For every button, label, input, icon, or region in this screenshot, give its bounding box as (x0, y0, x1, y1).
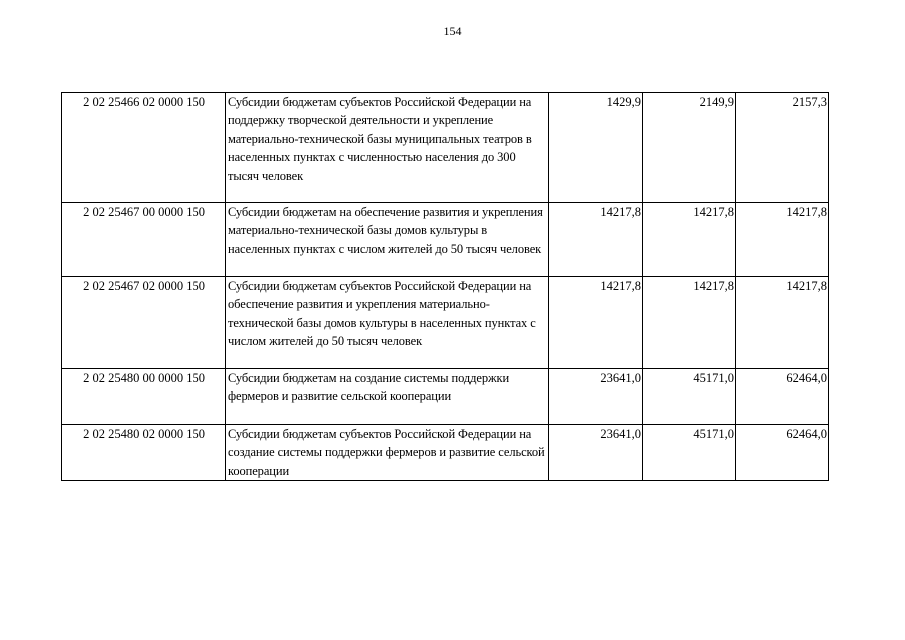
value-cell-year-2: 14217,8 (643, 277, 736, 369)
budget-name-cell: Субсидии бюджетам субъектов Российской Федерации на поддержку творческой деятельности и укрепление материально-технической базы муниципальных театров в населенных пунктах с численностью населения до 300 тысяч человек (226, 93, 549, 203)
value-cell-year-1: 23641,0 (549, 425, 643, 481)
budget-code-cell: 2 02 25480 00 0000 150 (62, 369, 226, 425)
budget-name-cell: Субсидии бюджетам субъектов Российской Федерации на создание системы поддержки фермеров и развитие сельской кооперации (226, 425, 549, 481)
value-cell-year-2: 2149,9 (643, 93, 736, 203)
value-cell-year-3: 62464,0 (736, 425, 829, 481)
value-cell-year-3: 14217,8 (736, 277, 829, 369)
value-cell-year-2: 45171,0 (643, 369, 736, 425)
table-row (62, 425, 829, 481)
budget-table (61, 92, 829, 481)
table-row (62, 203, 829, 277)
value-cell-year-3: 2157,3 (736, 93, 829, 203)
value-cell-year-1: 14217,8 (549, 277, 643, 369)
page-number: 154 (443, 24, 462, 38)
value-cell-year-1: 1429,9 (549, 93, 643, 203)
table-row (62, 93, 829, 203)
budget-code-cell: 2 02 25467 00 0000 150 (62, 203, 226, 277)
budget-code-cell: 2 02 25467 02 0000 150 (62, 277, 226, 369)
value-cell-year-2: 45171,0 (643, 425, 736, 481)
budget-name-cell: Субсидии бюджетам на создание системы поддержки фермеров и развитие сельской кооперации (226, 369, 549, 425)
budget-name-cell: Субсидии бюджетам на обеспечение развития и укрепления материально-технической базы домов культуры в населенных пунктах с числом жителей до 50 тысяч человек (226, 203, 549, 277)
budget-code-cell: 2 02 25466 02 0000 150 (62, 93, 226, 203)
table-row (62, 369, 829, 425)
table-row (62, 277, 829, 369)
budget-code-cell: 2 02 25480 02 0000 150 (62, 425, 226, 481)
value-cell-year-3: 14217,8 (736, 203, 829, 277)
value-cell-year-1: 14217,8 (549, 203, 643, 277)
budget-name-cell: Субсидии бюджетам субъектов Российской Федерации на обеспечение развития и укрепления материально-технической базы домов культуры в населенных пунктах с числом жителей до 50 тысяч человек (226, 277, 549, 369)
value-cell-year-3: 62464,0 (736, 369, 829, 425)
value-cell-year-1: 23641,0 (549, 369, 643, 425)
value-cell-year-2: 14217,8 (643, 203, 736, 277)
